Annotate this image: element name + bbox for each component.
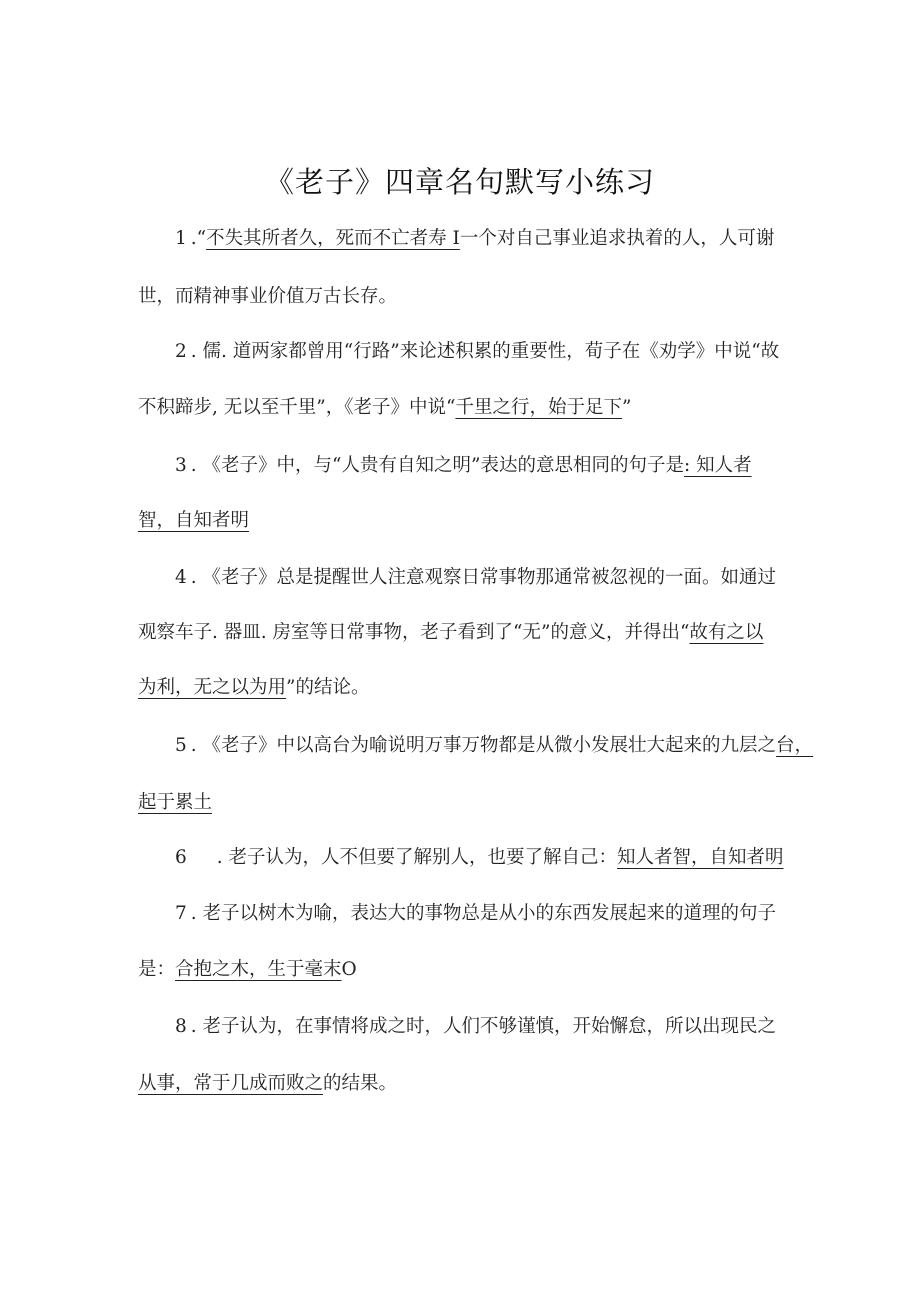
answer-text: 智，自知者明: [138, 510, 250, 531]
item-3-line-1: 3 . 《老子》中，与“人贵有自知之明”表达的意思相同的句子是: 知人者: [175, 453, 795, 479]
item-number: 8: [175, 1016, 187, 1037]
item-8-line-1: 8 . 老子认为，在事情将成之时，人们不够谨慎，开始懈怠，所以出现民之: [175, 1014, 795, 1040]
item-8-line-2: 从事，常于几成而败之的结果。: [138, 1073, 398, 1094]
item-number: 5: [175, 735, 187, 756]
answer-text: 为利，无之以为用: [138, 677, 287, 698]
item-4-line-2: 观察车子. 器皿. 房室等日常事物，老子看到了“无”的意义，并得出“故有之以: [138, 622, 764, 643]
item-number: 4: [175, 567, 187, 588]
answer-text: : 知人者: [683, 455, 752, 476]
item-3-line-2: [138, 508, 798, 534]
item-1-line-1: 1 .“不失其所者久，死而不亡者寿 I一个对自己事业追求执着的人，人可谢: [175, 226, 795, 252]
item-1-line-2: 世，而精神事业价值万古长存。: [138, 286, 398, 307]
page-title: 《老子》四章名句默写小练习: [264, 165, 655, 199]
answer-text: 从事，常于几成而败之: [138, 1073, 324, 1094]
answer-text: 台，: [776, 735, 814, 756]
item-4-line-1: 4 . 《老子》总是提醒世人注意观察日常事物那通常被忽视的一面。如通过: [175, 565, 795, 591]
item-2-line-1: 2 . 儒. 道两家都曾用“行路”来论述积累的重要性，荀子在《劝学》中说“故: [175, 339, 795, 365]
answer-text: 起于累土: [138, 792, 213, 813]
answer-text: 知人者智，自知者明: [617, 847, 784, 868]
item-number: 2: [175, 341, 187, 362]
answer-text: 千里之行，始于足下: [455, 397, 622, 418]
item-number: 6: [175, 847, 187, 868]
item-6-line-1: 6 . 老子认为，人不但要了解别人，也要了解自己：知人者智，自知者明: [175, 845, 795, 871]
item-number: 7: [175, 903, 187, 924]
answer-text: 故有之以: [689, 622, 764, 643]
item-4-line-3: 为利，无之以为用”的结论。: [138, 677, 370, 698]
item-5-line-2: [138, 790, 798, 816]
item-number: 1: [175, 228, 187, 249]
item-7-line-2: 是：合抱之木，生于毫末O: [138, 959, 357, 980]
item-5-line-1: 5 . 《老子》中以高台为喻说明万事万物都是从微小发展壮大起来的九层之台，: [175, 733, 795, 759]
answer-text: 不失其所者久，死而不亡者寿 I: [206, 228, 460, 249]
item-2-line-2: 不积蹄步, 无以至千里”，《老子》中说“千里之行，始于足下”: [138, 397, 632, 418]
item-7-line-1: 7 . 老子以树木为喻，表达大的事物总是从小的东西发展起来的道理的句子: [175, 901, 795, 927]
item-number: 3: [175, 455, 187, 476]
answer-text: 合抱之木，生于毫末: [175, 959, 342, 980]
